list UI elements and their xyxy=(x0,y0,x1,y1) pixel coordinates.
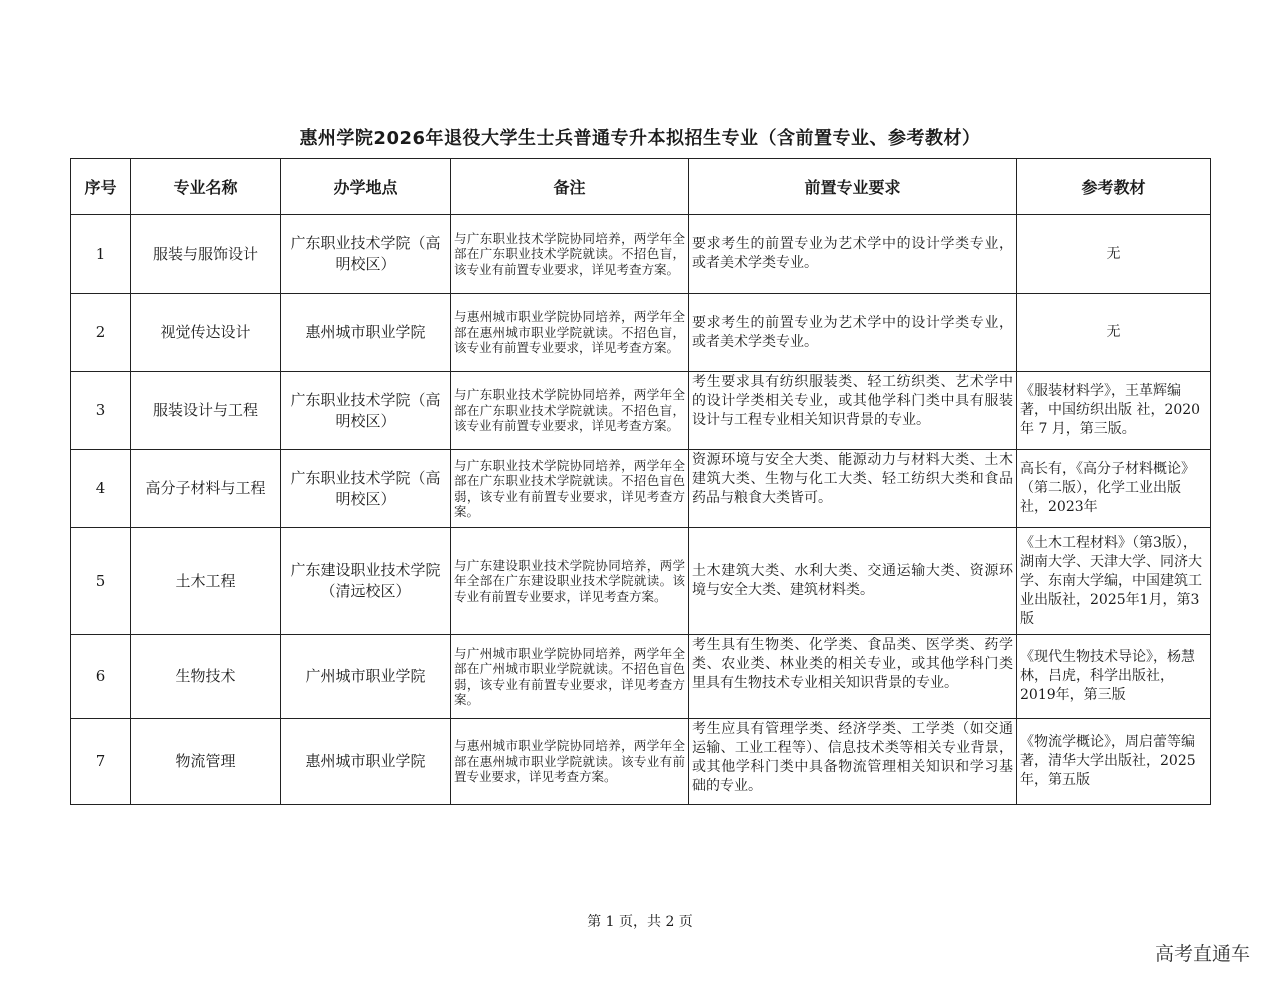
row-prerequisite: 土木建筑大类、水利大类、交通运输大类、资源环境与安全大类、建筑材料类。 xyxy=(689,528,1017,635)
table-row xyxy=(71,528,1211,635)
row-index: 4 xyxy=(71,450,131,528)
table-row xyxy=(71,215,1211,294)
row-major-name: 土木工程 xyxy=(131,528,281,635)
watermark-text: 高考直通车 xyxy=(1154,943,1250,965)
row-major-name: 服装设计与工程 xyxy=(131,372,281,450)
row-textbook: 无 xyxy=(1017,215,1211,294)
row-major-name: 高分子材料与工程 xyxy=(131,450,281,528)
row-index: 5 xyxy=(71,528,131,635)
row-note: 与广东建设职业技术学院协同培养，两学年全部在广东建设职业技术学院就读。该专业有前置专业要求，详见考查方案。 xyxy=(451,528,689,635)
row-prerequisite: 要求考生的前置专业为艺术学中的设计学类专业，或者美术学类专业。 xyxy=(689,215,1017,294)
row-textbook: 无 xyxy=(1017,294,1211,372)
row-index: 1 xyxy=(71,215,131,294)
row-textbook: 《服装材料学》，王革辉编著，中国纺织出版 社，2020 年 7 月，第三版。 xyxy=(1017,372,1211,450)
row-note: 与广州城市职业学院协同培养，两学年全部在广州城市职业学院就读。不招色盲色弱，该专业有前置专业要求，详见考查方案。 xyxy=(451,635,689,719)
header-major-name: 专业名称 xyxy=(131,159,281,215)
row-major-name: 服装与服饰设计 xyxy=(131,215,281,294)
row-note: 与惠州城市职业学院协同培养，两学年全部在惠州城市职业学院就读。不招色盲，该专业有前置专业要求，详见考查方案。 xyxy=(451,294,689,372)
row-textbook: 《物流学概论》，周启蕾等编著，清华大学出版社，2025年，第五版 xyxy=(1017,719,1211,805)
row-index: 6 xyxy=(71,635,131,719)
row-location: 惠州城市职业学院 xyxy=(281,294,451,372)
row-textbook: 高长有，《高分子材料概论》（第二版），化学工业出版社，2023年 xyxy=(1017,450,1211,528)
row-index: 3 xyxy=(71,372,131,450)
table-row xyxy=(71,719,1211,805)
row-location: 广东职业技术学院（高明校区） xyxy=(281,372,451,450)
row-location: 广东职业技术学院（高明校区） xyxy=(281,215,451,294)
row-index: 2 xyxy=(71,294,131,372)
row-location: 惠州城市职业学院 xyxy=(281,719,451,805)
table-row xyxy=(71,294,1211,372)
row-index: 7 xyxy=(71,719,131,805)
page-number: 第 1 页，共 2 页 xyxy=(587,914,693,930)
row-note: 与惠州城市职业学院协同培养，两学年全部在惠州城市职业学院就读。该专业有前置专业要求，详见考查方案。 xyxy=(451,719,689,805)
enrollment-table xyxy=(70,158,1211,805)
header-index: 序号 xyxy=(71,159,131,215)
table-row xyxy=(71,450,1211,528)
table-row xyxy=(71,372,1211,450)
header-prerequisite: 前置专业要求 xyxy=(689,159,1017,215)
row-textbook: 《现代生物技术导论》，杨慧林，吕虎，科学出版社，2019年，第三版 xyxy=(1017,635,1211,719)
page-title: 惠州学院2026年退役大学生士兵普通专升本拟招生专业（含前置专业、参考教材） xyxy=(299,128,981,149)
table-row xyxy=(71,635,1211,719)
header-textbook: 参考教材 xyxy=(1017,159,1211,215)
table-header-row xyxy=(71,159,1211,215)
row-prerequisite: 资源环境与安全大类、能源动力与材料大类、土木建筑大类、生物与化工大类、轻工纺织大类和食品药品与粮食大类皆可。 xyxy=(689,450,1017,528)
row-prerequisite: 考生应具有管理学类、经济学类、工学类（如交通运输、工业工程等）、信息技术类等相关专业背景，或其他学科门类中具备物流管理相关知识和学习基础的专业。 xyxy=(689,719,1017,805)
row-location: 广州城市职业学院 xyxy=(281,635,451,719)
header-note: 备注 xyxy=(451,159,689,215)
row-textbook: 《土木工程材料》（第3版），湖南大学、天津大学、同济大学、东南大学编，中国建筑工业出版社，2025年1月，第3版 xyxy=(1017,528,1211,635)
row-note: 与广东职业技术学院协同培养，两学年全部在广东职业技术学院就读。不招色盲，该专业有前置专业要求，详见考查方案。 xyxy=(451,372,689,450)
row-note: 与广东职业技术学院协同培养，两学年全部在广东职业技术学院就读。不招色盲色弱，该专业有前置专业要求，详见考查方案。 xyxy=(451,450,689,528)
row-note: 与广东职业技术学院协同培养，两学年全部在广东职业技术学院就读。不招色盲，该专业有前置专业要求，详见考查方案。 xyxy=(451,215,689,294)
row-location: 广东建设职业技术学院（清远校区） xyxy=(281,528,451,635)
row-major-name: 物流管理 xyxy=(131,719,281,805)
header-location: 办学地点 xyxy=(281,159,451,215)
row-prerequisite: 考生要求具有纺织服装类、轻工纺织类、艺术学中的设计学类相关专业，或其他学科门类中具有服装设计与工程专业相关知识背景的专业。 xyxy=(689,372,1017,450)
row-major-name: 视觉传达设计 xyxy=(131,294,281,372)
row-prerequisite: 考生具有生物类、化学类、食品类、医学类、药学类、农业类、林业类的相关专业，或其他学科门类里具有生物技术专业相关知识背景的专业。 xyxy=(689,635,1017,719)
row-location: 广东职业技术学院（高明校区） xyxy=(281,450,451,528)
row-major-name: 生物技术 xyxy=(131,635,281,719)
row-prerequisite: 要求考生的前置专业为艺术学中的设计学类专业，或者美术学类专业。 xyxy=(689,294,1017,372)
